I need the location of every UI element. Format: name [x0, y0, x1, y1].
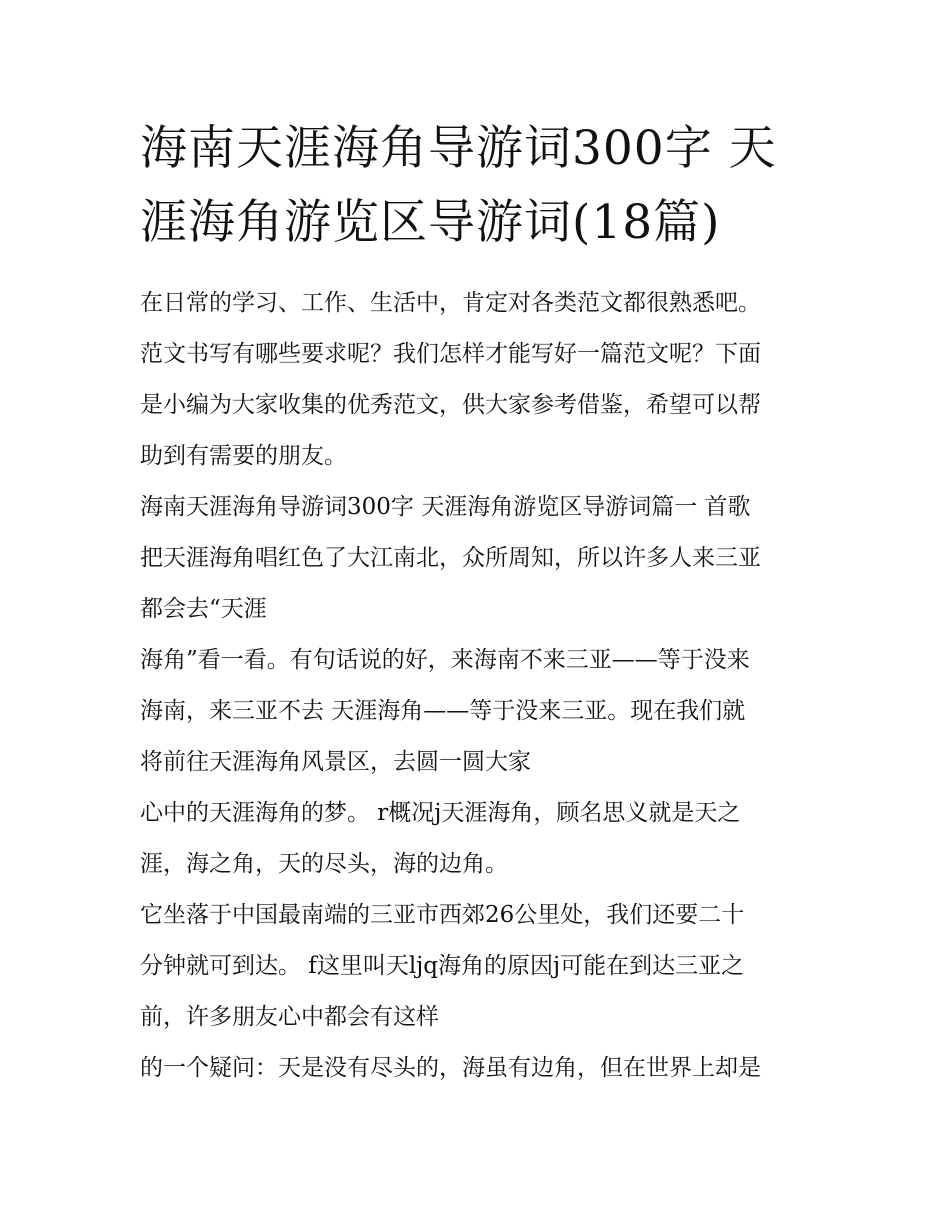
body-line: 把天涯海角唱红色了大江南北，众所周知，所以许多人来三亚	[140, 545, 761, 571]
title-line-1: 海南天涯海角导游词300字 天	[140, 121, 777, 176]
body-line: 涯，海之角，天的尽头，海的边角。	[140, 851, 508, 877]
document-page	[140, 112, 820, 1094]
body-line: 将前往天涯海角风景区，去圆一圆大家	[140, 749, 531, 775]
body-line: 前，许多朋友心中都会有这样	[140, 1004, 439, 1030]
body-line: 它坐落于中国最南端的三亚市西郊26公里处，我们还要二十	[140, 902, 745, 928]
body-line: 是小编为大家收集的优秀范文，供大家参考借鉴，希望可以帮	[140, 392, 761, 418]
body-line: 海南，来三亚不去 天涯海角——等于没来三亚。现在我们就	[140, 698, 746, 724]
body-line: 海南天涯海角导游词300字 天涯海角游览区导游词篇一 首歌	[140, 494, 751, 520]
body-line: 分钟就可到达。 f这里叫天ljq海角的原因j可能在到达三亚之	[140, 953, 745, 979]
body-line: 的一个疑问：天是没有尽头的，海虽有边角，但在世界上却是	[140, 1055, 761, 1081]
body-line: 都会去“天涯	[140, 596, 267, 622]
body-line: 心中的天涯海角的梦。 r概况j天涯海角，顾名思义就是天之	[140, 800, 741, 826]
body-line: 助到有需要的朋友。	[140, 443, 347, 469]
document-title	[140, 112, 820, 260]
title-line-2: 涯海角游览区导游词(18篇)	[140, 195, 721, 250]
document-body	[140, 278, 820, 1094]
body-line: 海角”看一看。有句话说的好，来海南不来三亚——等于没来	[140, 647, 750, 673]
body-line: 范文书写有哪些要求呢？我们怎样才能写好一篇范文呢？下面	[140, 341, 761, 367]
body-line: 在日常的学习、工作、生活中，肯定对各类范文都很熟悉吧。	[140, 290, 761, 316]
